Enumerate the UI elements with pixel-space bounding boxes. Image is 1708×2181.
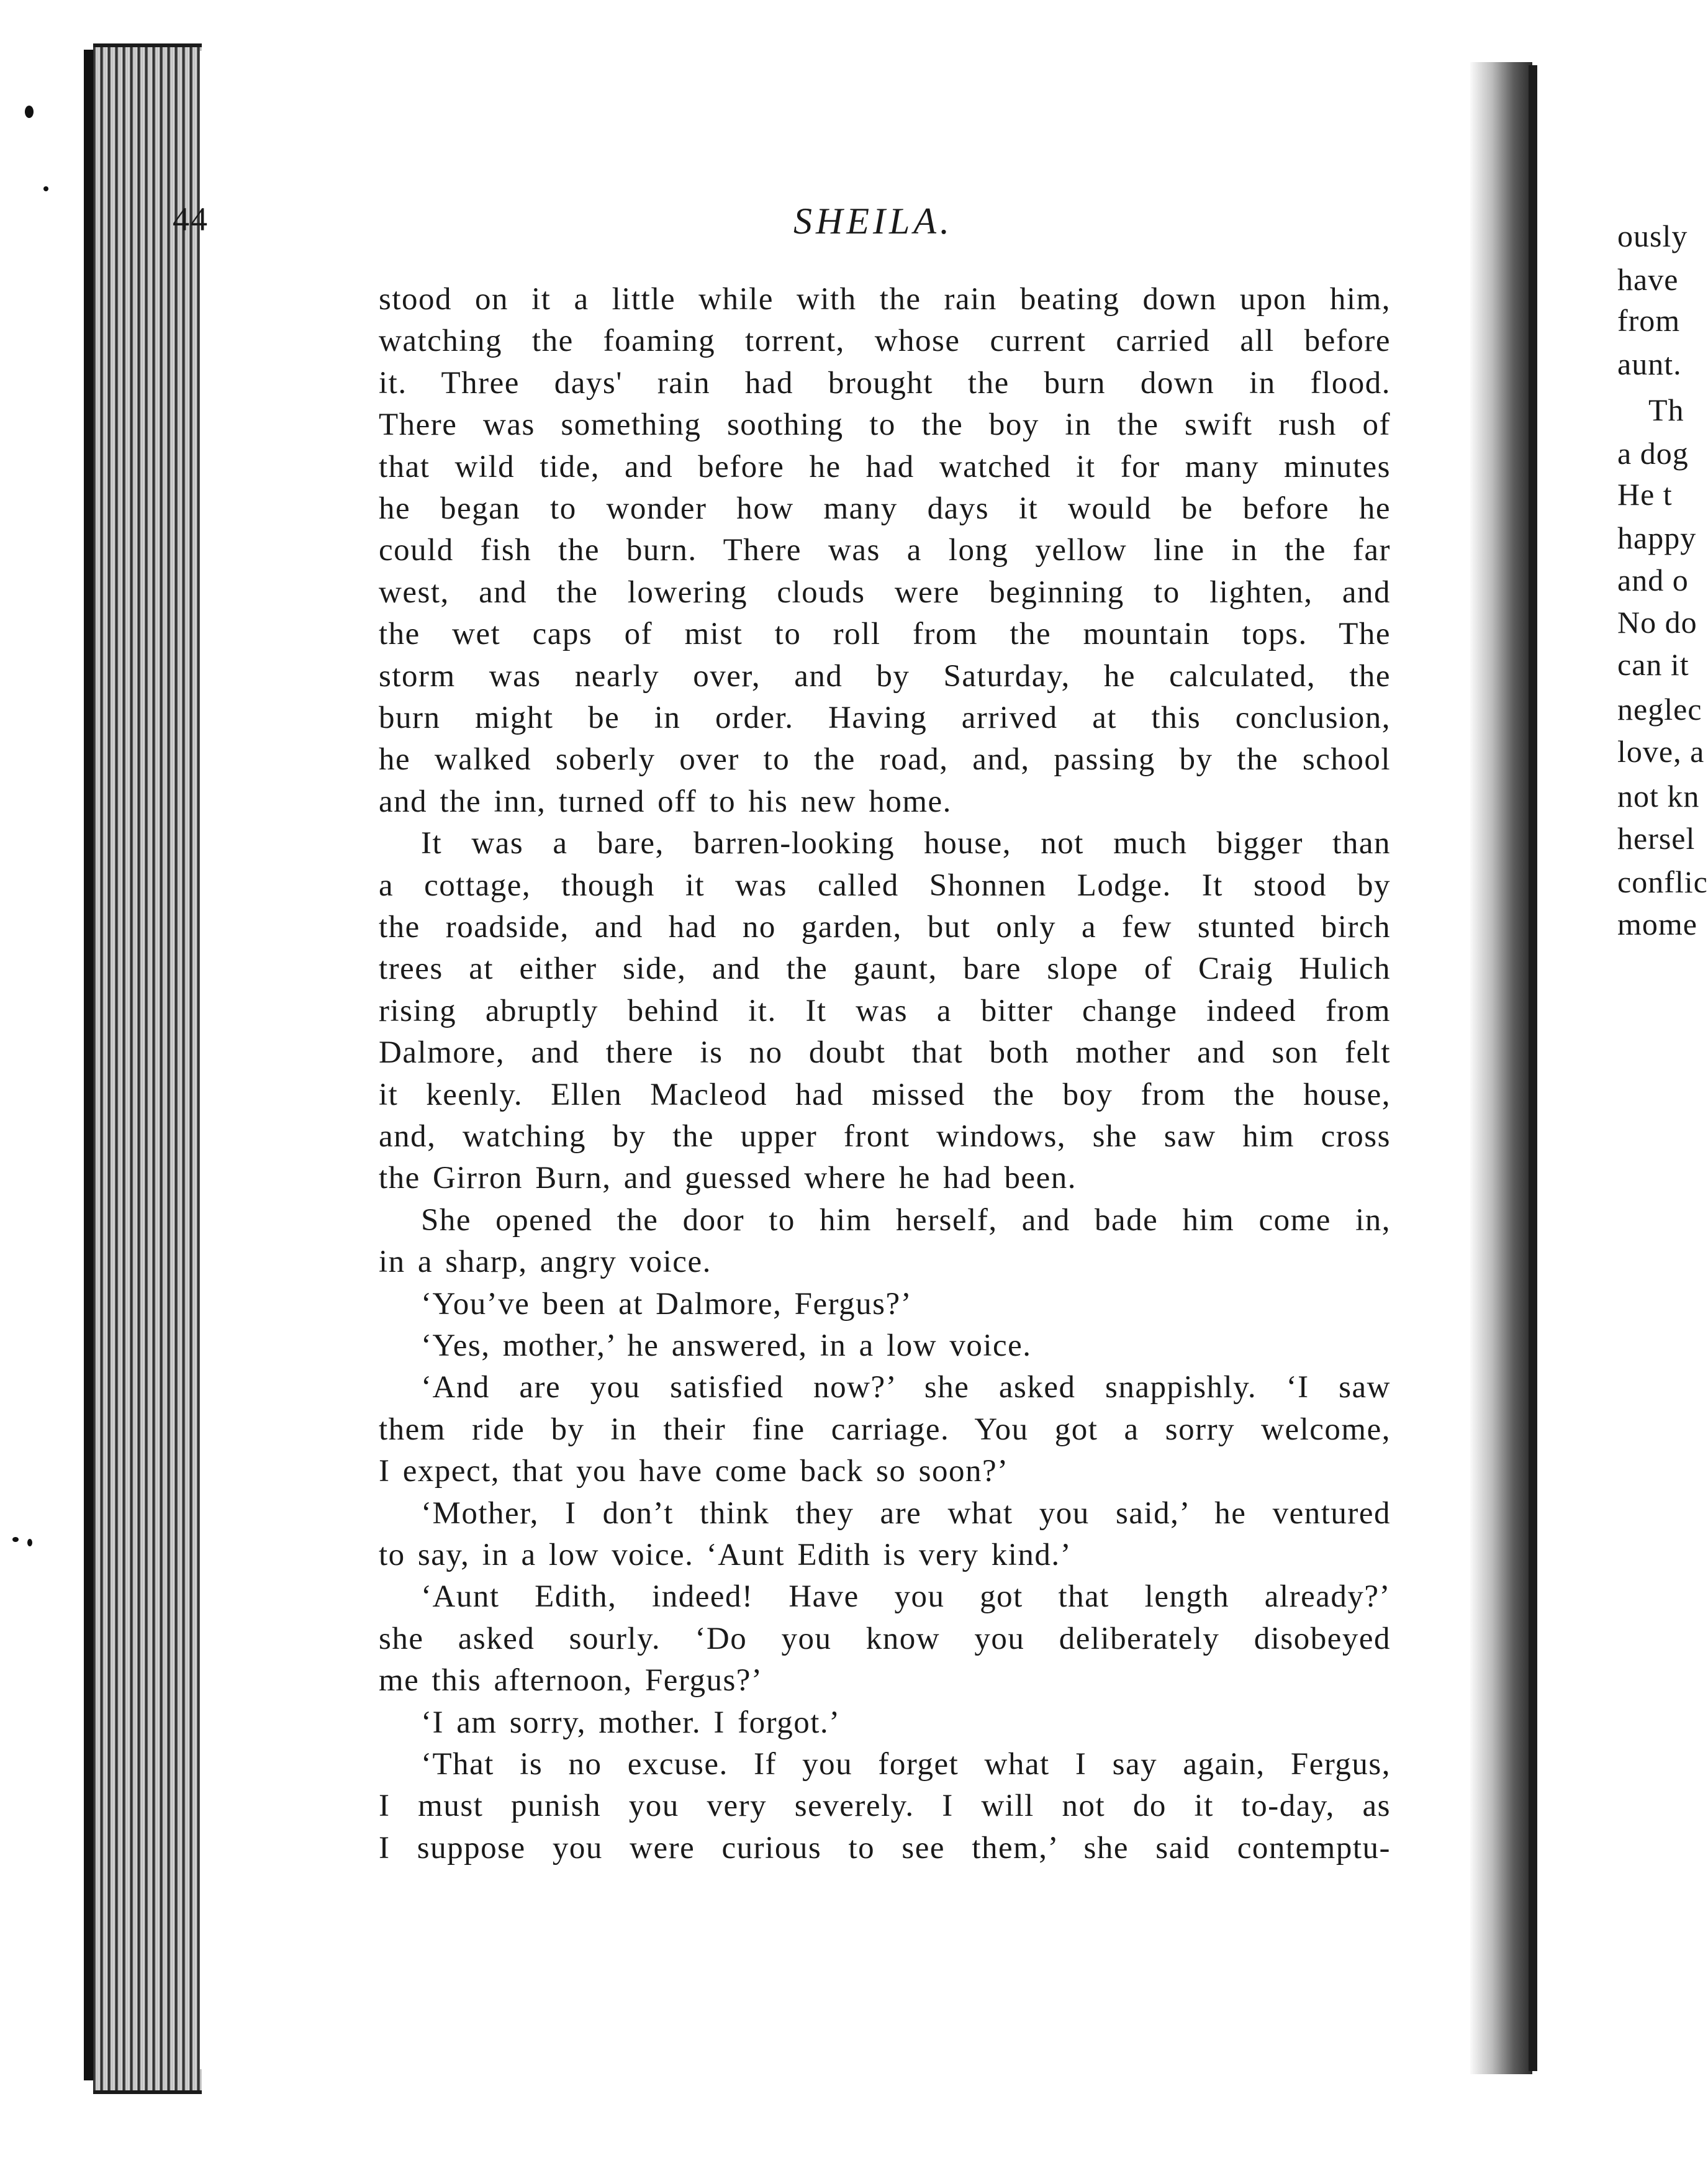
text-line: I must punish you very severely. I will not do it to-day, as [379, 1789, 1391, 1824]
facing-page-fragment: neglec [1617, 692, 1702, 727]
text-line: ‘You’ve been at Dalmore, Fergus?’ [421, 1286, 913, 1322]
text-line: that wild tide, and before he had watched it for many minutes [379, 449, 1391, 484]
facing-page-fragment: hersel [1617, 821, 1696, 856]
text-line: he began to wonder how many days it would be before he [379, 491, 1391, 526]
text-line: the roadside, and had no garden, but only a few stunted birch [379, 910, 1391, 945]
text-line: It was a bare, barren-looking house, not much bigger than [421, 826, 1391, 861]
page-number: 44 [173, 201, 209, 238]
scan-speck [27, 1539, 32, 1546]
facing-page-fragment: Th [1648, 392, 1684, 427]
facing-page-fragment: not kn [1617, 779, 1700, 814]
text-line: them ride by in their fine carriage. You got a sorry welcome, [379, 1412, 1391, 1447]
text-line: it keenly. Ellen Macleod had missed the boy from the house, [379, 1077, 1391, 1112]
facing-page-fragment: ously [1617, 219, 1688, 253]
facing-page-fragment: can it [1617, 647, 1689, 682]
text-line: and, watching by the upper front windows, she saw him cross [379, 1119, 1391, 1154]
page-gutter [1470, 62, 1532, 2074]
facing-page-fragment: happy [1617, 520, 1697, 555]
text-line: ‘And are you satisfied now?’ she asked snappishly. ‘I saw [421, 1370, 1391, 1405]
running-head [0, 200, 1689, 243]
text-line: to say, in a low voice. ‘Aunt Edith is very kind.’ [379, 1538, 1072, 1572]
text-line: rising abruptly behind it. It was a bitter change indeed from [379, 993, 1391, 1028]
text-line: ‘I am sorry, mother. I forgot.’ [421, 1705, 841, 1740]
facing-page-fragment: No do [1617, 605, 1697, 640]
text-line: ‘Aunt Edith, indeed! Have you got that length already?’ [421, 1579, 1391, 1615]
book-page-edges [93, 43, 202, 2094]
text-line: ‘Mother, I don’t think they are what you said,’ he ventured [421, 1495, 1391, 1531]
gutter-edge [1529, 65, 1537, 2071]
text-line: the Girron Burn, and guessed where he had been. [379, 1161, 1077, 1196]
text-line: the wet caps of mist to roll from the mountain tops. The [379, 617, 1391, 652]
text-line: me this afternoon, Fergus?’ [379, 1663, 763, 1698]
text-line: and the inn, turned off to his new home. [379, 784, 952, 819]
text-line: There was something soothing to the boy in the swift rush of [379, 407, 1391, 443]
scan-speck [12, 1537, 19, 1542]
text-line: she asked sourly. ‘Do you know you deliberately disobeyed [379, 1621, 1391, 1656]
text-line: ‘That is no excuse. If you forget what I say again, Fergus, [421, 1747, 1391, 1782]
text-line: She opened the door to him herself, and bade him come in, [421, 1202, 1391, 1238]
text-line: watching the foaming torrent, whose current carried all before [379, 324, 1391, 359]
text-line: Dalmore, and there is no doubt that both mother and son felt [379, 1035, 1391, 1071]
facing-page-fragment: have [1617, 262, 1679, 297]
text-line: in a sharp, angry voice. [379, 1245, 712, 1280]
facing-page-fragment: from [1617, 303, 1681, 338]
facing-page [1539, 62, 1708, 2074]
text-line: ‘Yes, mother,’ he answered, in a low voice. [421, 1328, 1032, 1363]
text-line: could fish the burn. There was a long yellow line in the far [379, 533, 1391, 568]
text-line: I suppose you were curious to see them,’ she said contemptu- [379, 1830, 1391, 1866]
text-line: west, and the lowering clouds were beginning to lighten, and [379, 574, 1391, 610]
facing-page-fragment: conflic [1617, 864, 1708, 899]
text-line: it. Three days' rain had brought the burn down in flood. [379, 365, 1391, 401]
facing-page-fragment: aunt. [1617, 347, 1682, 381]
facing-page-fragment: He t [1617, 477, 1673, 512]
text-line: storm was nearly over, and by Saturday, he calculated, the [379, 658, 1391, 694]
facing-page-fragment: love, a [1617, 734, 1705, 769]
text-line: I expect, that you have come back so soon?’ [379, 1454, 1009, 1489]
text-line: burn might be in order. Having arrived at this conclusion, [379, 701, 1391, 735]
facing-page-fragment: and o [1617, 563, 1689, 597]
text-line: stood on it a little while with the rain beating down upon him, [379, 282, 1391, 317]
scan-speck [25, 106, 34, 118]
text-line: trees at either side, and the gaunt, bare slope of Craig Hulich [379, 951, 1391, 987]
facing-page-fragment: mome [1617, 907, 1697, 941]
running-title: SHEILA. [793, 201, 953, 242]
text-line: he walked soberly over to the road, and, passing by the school [379, 742, 1391, 778]
facing-page-fragment: a dog [1617, 436, 1689, 471]
text-line: a cottage, though it was called Shonnen Lodge. It stood by [379, 868, 1391, 903]
scan-speck [43, 186, 48, 191]
